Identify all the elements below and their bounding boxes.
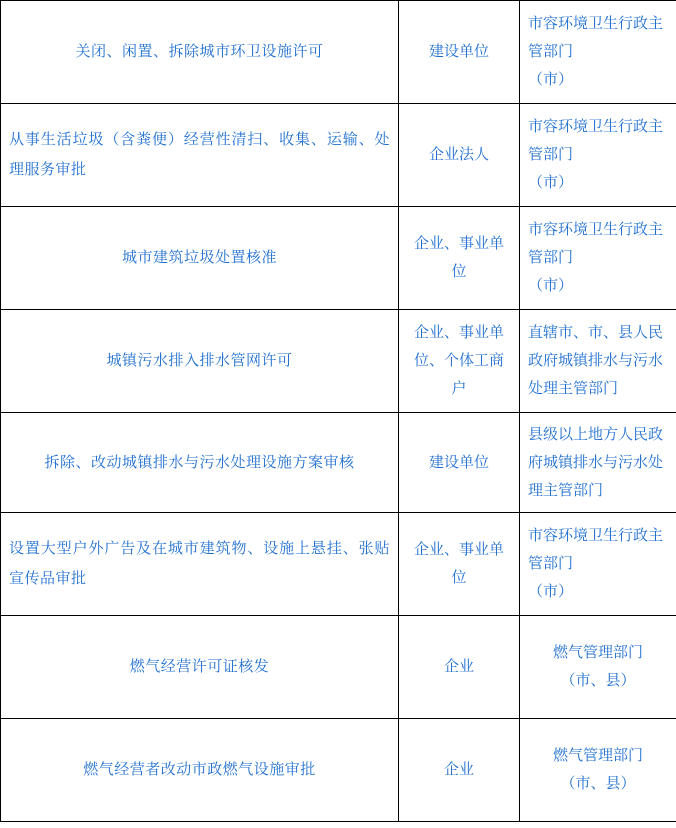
cell-item-name: 从事生活垃圾（含粪便）经营性清扫、收集、运输、处理服务审批	[1, 104, 399, 207]
cell-applicant-subject: 建设单位	[399, 413, 520, 513]
table-row	[1, 719, 676, 822]
cell-authority	[520, 207, 676, 310]
authority-line: 燃气管理部门	[552, 644, 643, 661]
cell-authority	[520, 1, 676, 104]
cell-applicant-subject: 建设单位	[399, 1, 520, 104]
authority-line: 市容环境卫生行政主	[528, 118, 664, 135]
authority-line: 直辖市、市、县人民	[528, 324, 664, 341]
authority-line: 市容环境卫生行政主	[528, 527, 664, 544]
table-body	[1, 1, 676, 822]
cell-item-name: 设置大型户外广告及在城市建筑物、设施上悬挂、张贴宣传品审批	[1, 513, 399, 616]
cell-item-name: 城市建筑垃圾处置核准	[1, 207, 399, 310]
authority-line: 市容环境卫生行政主	[528, 221, 664, 238]
authority-line: 燃气管理部门	[552, 747, 643, 764]
authority-line: 管部门	[528, 43, 574, 60]
authority-line: （市）	[528, 583, 574, 600]
cell-applicant-subject: 企业、事业单位	[399, 207, 520, 310]
authority-line: （市、县）	[560, 775, 636, 792]
authority-line: 理主管部门	[528, 481, 604, 499]
cell-item-name: 拆除、改动城镇排水与污水处理设施方案审核	[1, 413, 399, 513]
authority-line: （市）	[528, 71, 574, 88]
cell-applicant-subject: 企业、事业单位、个体工商户	[399, 310, 520, 413]
cell-item-name: 燃气经营许可证核发	[1, 616, 399, 719]
cell-applicant-subject: 企业	[399, 719, 520, 822]
authority-line: 管部门	[528, 555, 574, 572]
authority-line: 府城镇排水与污水处	[528, 453, 664, 471]
cell-authority	[520, 310, 676, 413]
table-row	[1, 207, 676, 310]
cell-authority	[520, 513, 676, 616]
cell-item-name: 城镇污水排入排水管网许可	[1, 310, 399, 413]
authority-line: 处理主管部门	[528, 380, 619, 397]
cell-authority	[520, 616, 676, 719]
cell-authority	[520, 413, 676, 513]
cell-authority	[520, 719, 676, 822]
table-row	[1, 1, 676, 104]
authority-line: （市）	[528, 174, 574, 191]
cell-applicant-subject: 企业	[399, 616, 520, 719]
cell-item-name: 关闭、闲置、拆除城市环卫设施许可	[1, 1, 399, 104]
authority-line: （市、县）	[560, 672, 636, 689]
table-row	[1, 513, 676, 616]
table-row	[1, 104, 676, 207]
cell-authority	[520, 104, 676, 207]
authority-line: 管部门	[528, 249, 574, 266]
table-row	[1, 310, 676, 413]
cell-applicant-subject: 企业、事业单位	[399, 513, 520, 616]
cell-item-name: 燃气经营者改动市政燃气设施审批	[1, 719, 399, 822]
authority-line: 管部门	[528, 146, 574, 163]
table-row	[1, 413, 676, 513]
cell-applicant-subject: 企业法人	[399, 104, 520, 207]
authority-line: 政府城镇排水与污水	[528, 352, 664, 369]
authority-line: 县级以上地方人民政	[528, 425, 664, 443]
table-row	[1, 616, 676, 719]
authority-line: 市容环境卫生行政主	[528, 15, 664, 32]
authority-line: （市）	[528, 277, 574, 294]
